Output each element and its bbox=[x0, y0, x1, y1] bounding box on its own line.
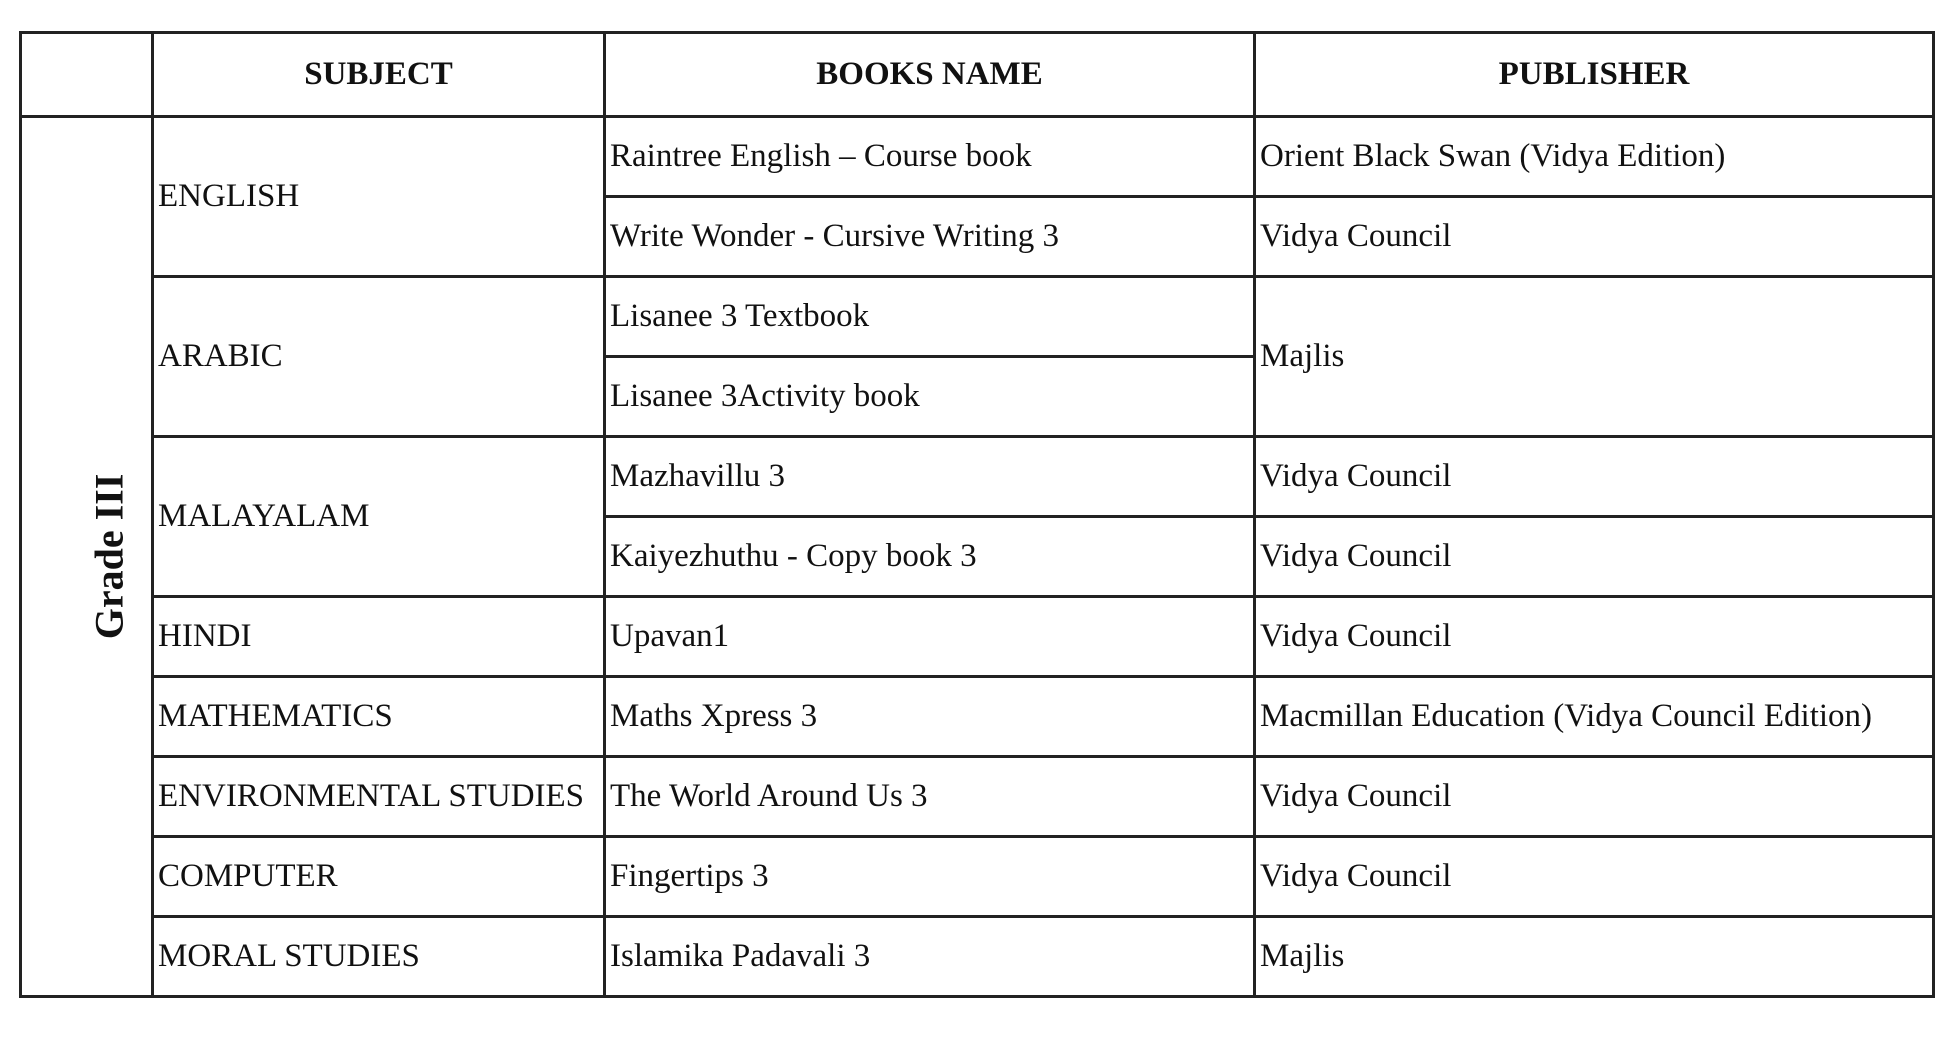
book-cell: Fingertips 3 bbox=[605, 837, 1255, 917]
publisher-cell: Macmillan Education (Vidya Council Edition) bbox=[1255, 677, 1934, 757]
table-row bbox=[21, 597, 1934, 677]
book-cell: Upavan1 bbox=[605, 597, 1255, 677]
table-row bbox=[21, 837, 1934, 917]
publisher-cell: Vidya Council bbox=[1255, 837, 1934, 917]
book-cell: Islamika Padavali 3 bbox=[605, 917, 1255, 997]
publisher-cell: Vidya Council bbox=[1255, 757, 1934, 837]
table-row bbox=[21, 437, 1934, 517]
publisher-cell: Vidya Council bbox=[1255, 437, 1934, 517]
header-grade bbox=[21, 33, 153, 117]
book-cell: Raintree English – Course book bbox=[605, 117, 1255, 197]
table-row bbox=[21, 117, 1934, 197]
publisher-cell: Vidya Council bbox=[1255, 597, 1934, 677]
table-row bbox=[21, 677, 1934, 757]
subject-cell: COMPUTER bbox=[153, 837, 605, 917]
publisher-cell: Majlis bbox=[1255, 277, 1934, 437]
subject-cell: ENVIRONMENTAL STUDIES bbox=[153, 757, 605, 837]
book-cell: Lisanee 3 Textbook bbox=[605, 277, 1255, 357]
publisher-cell: Majlis bbox=[1255, 917, 1934, 997]
header-subject: SUBJECT bbox=[153, 33, 605, 117]
book-cell: Lisanee 3Activity book bbox=[605, 357, 1255, 437]
publisher-cell: Vidya Council bbox=[1255, 197, 1934, 277]
book-cell: Kaiyezhuthu - Copy book 3 bbox=[605, 517, 1255, 597]
book-cell: Mazhavillu 3 bbox=[605, 437, 1255, 517]
subject-cell: MALAYALAM bbox=[153, 437, 605, 597]
table-row bbox=[21, 917, 1934, 997]
grade-label: Grade III bbox=[86, 473, 132, 640]
header-books-name: BOOKS NAME bbox=[605, 33, 1255, 117]
book-cell: Write Wonder - Cursive Writing 3 bbox=[605, 197, 1255, 277]
subject-cell: ENGLISH bbox=[153, 117, 605, 277]
publisher-cell: Vidya Council bbox=[1255, 517, 1934, 597]
table-row bbox=[21, 277, 1934, 357]
book-cell: The World Around Us 3 bbox=[605, 757, 1255, 837]
book-list-table bbox=[19, 31, 1935, 998]
table-row bbox=[21, 757, 1934, 837]
subject-cell: HINDI bbox=[153, 597, 605, 677]
subject-cell: ARABIC bbox=[153, 277, 605, 437]
header-row bbox=[21, 33, 1934, 117]
grade-cell bbox=[21, 117, 153, 997]
subject-cell: MORAL STUDIES bbox=[153, 917, 605, 997]
book-cell: Maths Xpress 3 bbox=[605, 677, 1255, 757]
subject-cell: MATHEMATICS bbox=[153, 677, 605, 757]
publisher-cell: Orient Black Swan (Vidya Edition) bbox=[1255, 117, 1934, 197]
header-publisher: PUBLISHER bbox=[1255, 33, 1934, 117]
